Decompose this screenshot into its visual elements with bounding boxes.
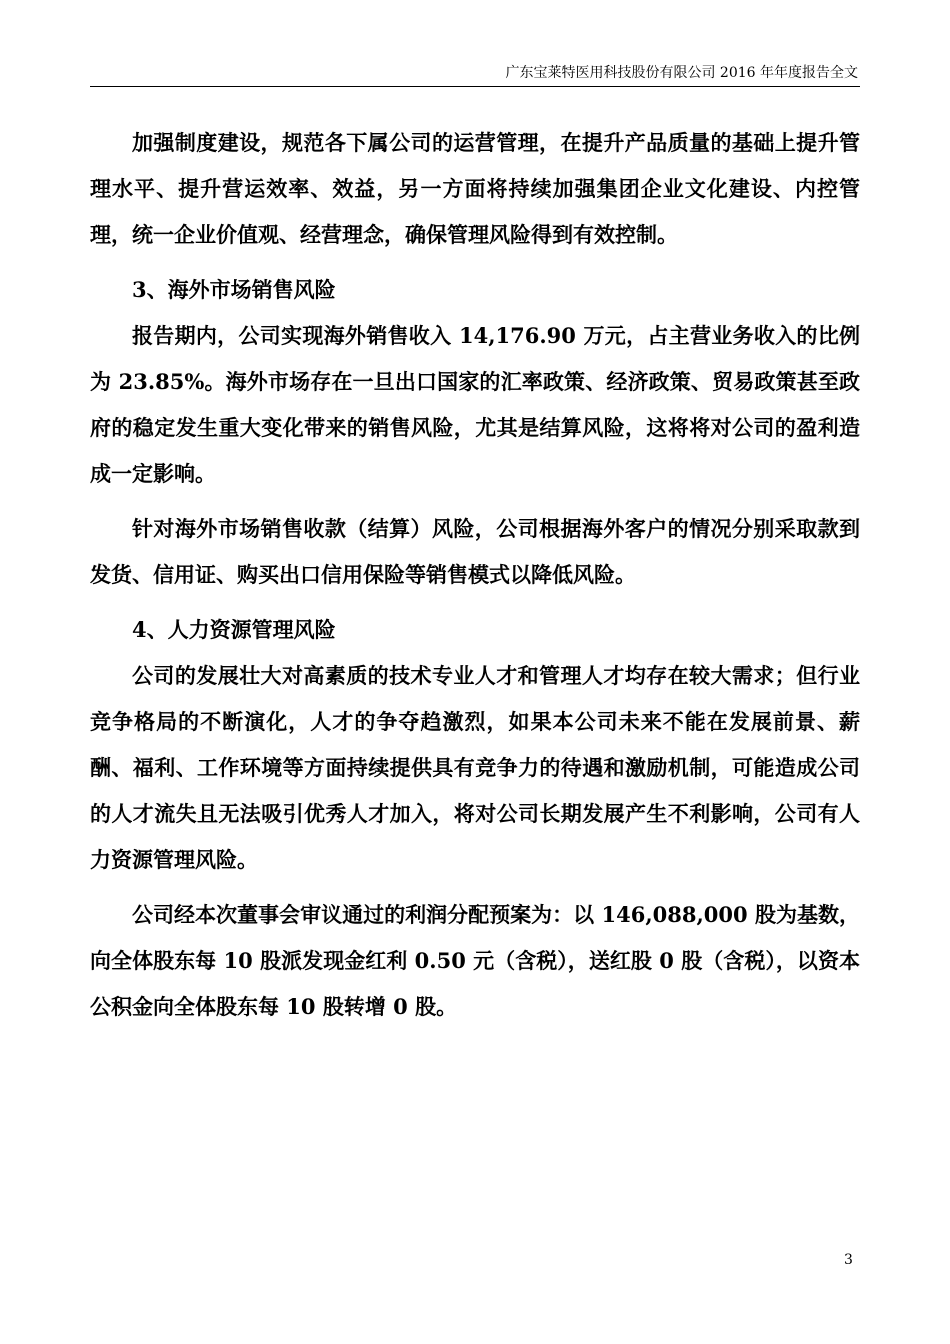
paragraph-hr-risk: 公司的发展壮大对高素质的技术专业人才和管理人才均存在较大需求；但行业竞争格局的不断演化，人才的争夺趋激烈，如果本公司未来不能在发展前景、薪酬、福利、工作环境等方面持续提供具有竞争力的待遇和激励机制，可能造成公司的人才流失且无法吸引优秀人才加入，将对公司长期发展产生不利影响，公司有人力资源管理风险。 <box>90 663 860 872</box>
paragraph-management-control: 加强制度建设，规范各下属公司的运营管理，在提升产品质量的基础上提升管理水平、提升营运效率、效益，另一方面将持续加强集团企业文化建设、内控管理，统一企业价值观、经营理念，确保管理风险得到有效控制。 <box>90 130 860 247</box>
paragraph-profit-distribution: 公司经本次董事会审议通过的利润分配预案为：以 146,088,000 股为基数，向全体股东每 10 股派发现金红利 0.50 元（含税），送红股 0 股（含税），以资本公积金向全体股东每 10 股转增 0 股。 <box>90 902 860 1019</box>
paragraph-overseas-sales: 报告期内，公司实现海外销售收入 14,176.90 万元，占主营业务收入的比例为 23.85%。海外市场存在一旦出口国家的汇率政策、经济政策、贸易政策甚至政府的稳定发生重大变化带来的销售风险，尤其是结算风险，这将将对公司的盈利造成一定影响。 <box>90 323 860 486</box>
document-body <box>90 120 860 1030</box>
report-title: 广东宝莱特医用科技股份有限公司 2016 年年度报告全文 <box>505 65 858 81</box>
page-number: 3 <box>844 1252 853 1268</box>
section-heading-overseas-risk: 3、海外市场销售风险 <box>132 277 336 302</box>
section-heading-hr-risk: 4、人力资源管理风险 <box>132 617 336 642</box>
paragraph-overseas-settlement: 针对海外市场销售收款（结算）风险，公司根据海外客户的情况分别采取款到发货、信用证、购买出口信用保险等销售模式以降低风险。 <box>90 516 860 587</box>
page-header <box>90 58 860 87</box>
